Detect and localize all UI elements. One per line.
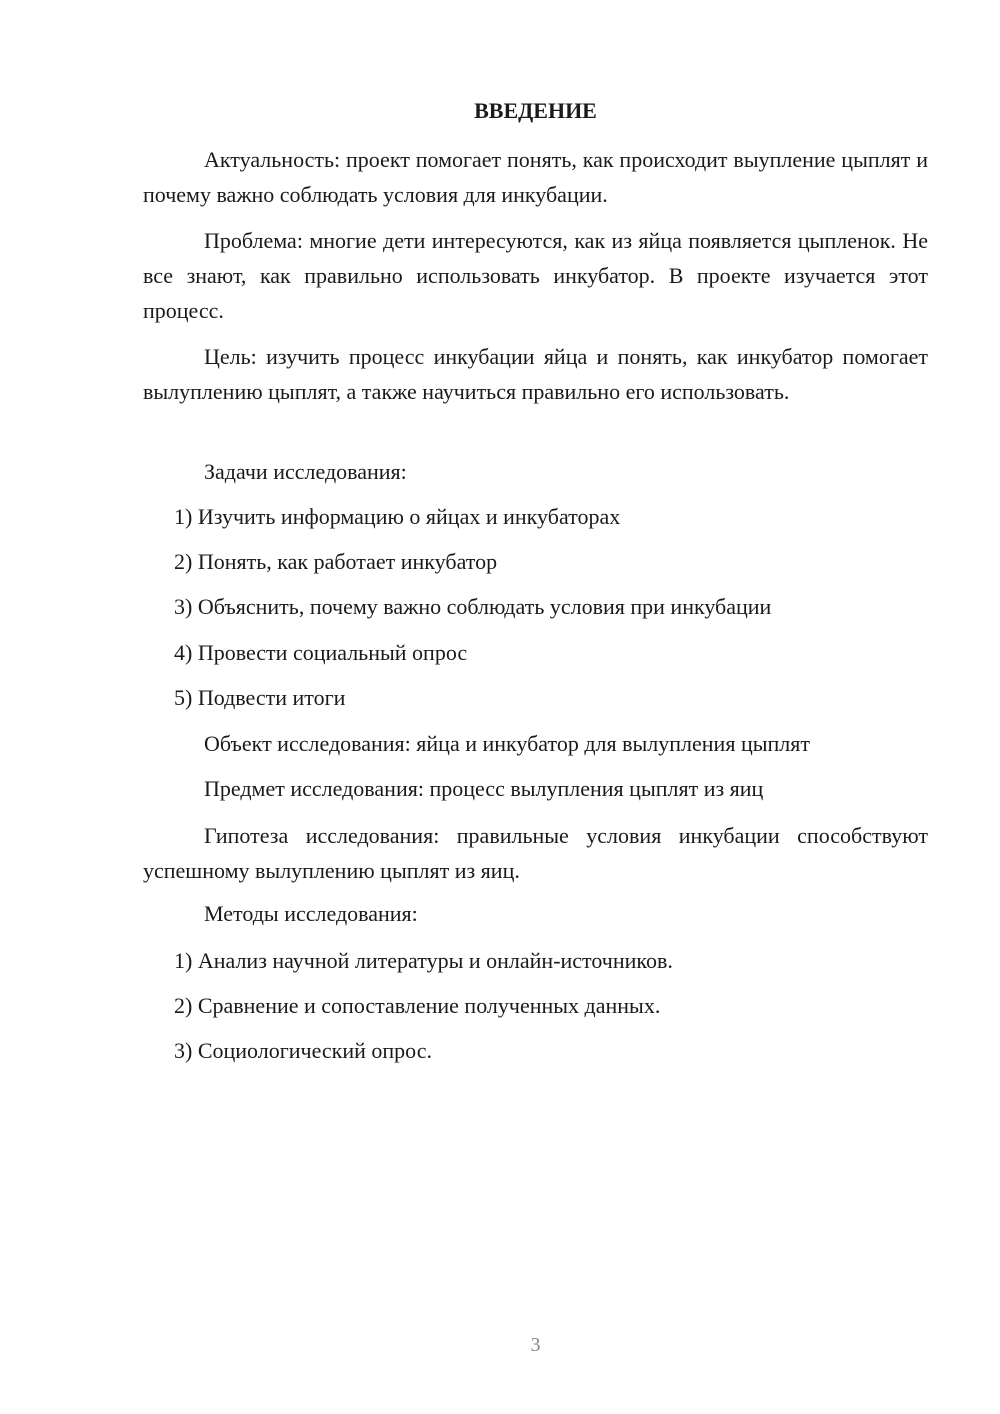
- methods-title: Методы исследования:: [204, 901, 418, 926]
- task-item: 1) Изучить информацию о яйцах и инкубаторах: [174, 504, 621, 529]
- task-item: 3) Объяснить, почему важно соблюдать условия при инкубации: [174, 594, 772, 619]
- relevance-paragraph: Актуальность: проект помогает понять, как происходит выупление цыплят и почему важно соблюдать условия для инкубации.: [143, 147, 928, 207]
- page-number: 3: [530, 1334, 541, 1356]
- goal-paragraph: Цель: изучить процесс инкубации яйца и понять, как инкубатор помогает вылуплению цыплят, а также научиться правильно его использовать.: [143, 344, 928, 404]
- research-object: Объект исследования: яйца и инкубатор для вылупления цыплят: [204, 731, 810, 756]
- task-item: 5) Подвести итоги: [174, 685, 346, 710]
- method-item: 1) Анализ научной литературы и онлайн-источников.: [174, 948, 673, 973]
- task-item: 4) Провести социальный опрос: [174, 640, 468, 665]
- method-item: 3) Социологический опрос.: [174, 1038, 432, 1063]
- research-subject: Предмет исследования: процесс вылупления цыплят из яиц: [204, 776, 764, 801]
- problem-paragraph: Проблема: многие дети интересуются, как из яйца появляется цыпленок. Не все знают, как правильно использовать инкубатор. В проекте изучается этот процесс.: [143, 228, 928, 323]
- tasks-title: Задачи исследования:: [204, 459, 407, 484]
- task-item: 2) Понять, как работает инкубатор: [174, 549, 498, 574]
- hypothesis-paragraph: Гипотеза исследования: правильные условия инкубации способствуют успешному вылуплению цыплят из яиц.: [143, 823, 928, 883]
- method-item: 2) Сравнение и сопоставление полученных данных.: [174, 993, 661, 1018]
- page-title: ВВЕДЕНИЕ: [474, 98, 597, 123]
